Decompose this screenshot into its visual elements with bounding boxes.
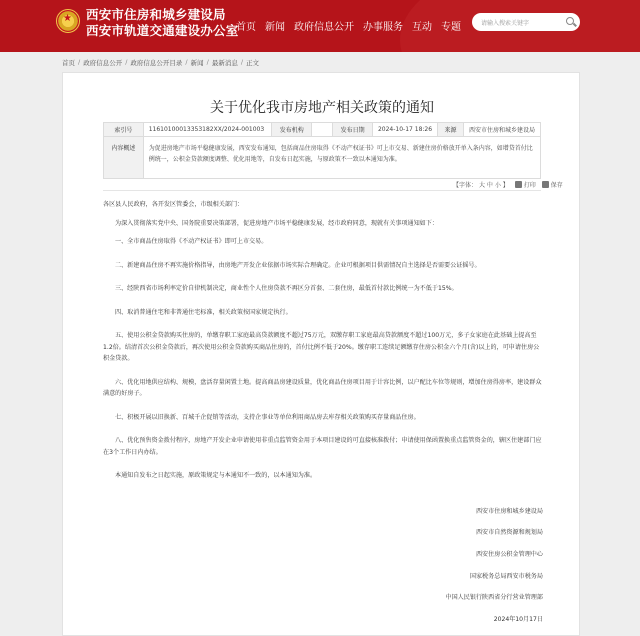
font-size-control [453,180,509,189]
divider [103,190,541,191]
breadcrumb-separator: / [240,58,244,66]
paragraph-6: 六、优化用地供应结构、规模，盘活存量闲置土地。提高商品房建设质量，优化商品住房项目用于计容比例，以户配比车位等规则，增加住房得房率，建设群众满意的好房子。 [103,378,542,397]
breadcrumb [62,58,259,67]
paragraph-4: 四、取消普通住宅和非普通住宅标准，相关政策按国家规定执行。 [115,308,292,316]
paragraph-intro: 为深入贯彻落实党中央、国务院重要决策部署，促进房地产市场平稳健康发展，经市政府同意，现就有关事项通知如下： [115,219,438,227]
breadcrumb-news[interactable]: 新闻 [190,59,204,67]
signatory-2: 西安市自然资源和规划局 [475,529,543,536]
breadcrumb-home[interactable]: 首页 [62,59,75,67]
document-date: 2024年10月17日 [493,616,543,623]
date-value: 2024-10-17 18:26 [372,123,437,137]
save-icon [542,181,549,188]
breadcrumb-separator: / [206,58,209,66]
paragraph-8: 八、优化预售资金拨付程序，房地产开发企业申请使用非重点监管资金用于本项目建设的可直接核准拨付；申请使用保函置换重点监管资金的，辖区住建部门应在3个工作日内办结。 [103,437,542,456]
signatory-1: 西安市住房和城乡建设局 [475,508,543,515]
font-size-large[interactable]: 大 [478,182,485,189]
summary-label: 内容概述 [104,137,144,179]
nav-news[interactable]: 新闻 [265,22,285,33]
print-button[interactable] [515,180,536,189]
article-tools [453,180,563,189]
nav-topics[interactable]: 专题 [441,22,461,33]
site-header [0,0,640,52]
document-info-table [103,122,541,179]
nav-services[interactable]: 办事服务 [363,22,403,33]
page-title: 关于优化我市房地产相关政策的通知 [210,100,434,116]
national-emblem-icon [56,9,80,33]
search-icon[interactable] [562,13,580,31]
issuer-value [312,123,333,137]
breadcrumb-separator: / [125,58,128,66]
paragraph-5: 五、使用公积金贷款购买住房的，单缴存职工家庭最高贷款额度不超过75万元，双缴存职工家庭最高贷款额度不超过100万元，多子女家庭在此基础上提高至1.2倍。结清首次公积金贷款后，再次使用公积金贷款购买商品住房的，首付比例不低于20%。缴存职工连续足额缴存住房公积金六个月(含)以上的，可申请住房公积金贷款。 [103,332,540,362]
article-panel [62,72,580,636]
breadcrumb-separator: / [185,58,188,66]
breadcrumb-gov-info[interactable]: 政府信息公开 [83,59,123,67]
source-value: 西安市住房和城乡建设局 [463,123,540,137]
summary-value: 为促进房地产市场平稳健康发展，西安发布通知，包括商品住房取得《不动产权证书》可上市交易、新建住房价格放开单入条内容，如增贷首付比例统一，公积金贷款额度调整、优化用地等，自发布日起实施，与原政策不一致以本通知为准。 [143,137,540,179]
site-title-line1: 西安市住房和城乡建设局 [86,7,226,22]
paragraph-7: 七、积极开展以旧换新、百城千企促销等活动，支持企事业等单位利用商品房去库存相关政策购买存量商品住房。 [115,413,420,421]
nav-interaction[interactable]: 互动 [412,22,432,33]
breadcrumb-current: 正文 [246,59,260,67]
paragraph-closing: 本通知自发布之日起实施，原政策规定与本通知不一致的，以本通知为准。 [115,472,317,479]
date-label: 发布日期 [333,123,373,137]
printer-icon [515,181,522,188]
nav-home[interactable]: 首页 [236,22,256,33]
font-size-label: 【字体： [453,182,478,189]
issuer-label: 发布机构 [272,123,312,137]
paragraph-2: 二、新建商品住房不再实施价格指导，由房地产开发企业依据市场实际合理确定。企业可根据项目供需情况自主选择是否需要公证摇号。 [115,261,481,269]
print-label: 打印 [523,182,536,189]
nav-gov-info[interactable]: 政府信息公开 [294,22,354,33]
signatory-3: 西安住房公积金管理中心 [475,551,543,558]
site-title-line2: 西安市轨道交通建设办公室 [86,23,239,38]
paragraph-3: 三、经陕西省市场利率定价自律机制决定，商业性个人住房贷款不再区分首套、二套住房，最低首付款比例统一为不低于15%。 [115,285,458,292]
breadcrumb-separator: / [78,58,81,66]
article-body [103,199,543,494]
search-input[interactable]: 请输入搜索关键字 [472,13,580,31]
font-size-medium[interactable]: 中 [486,182,493,189]
salutation: 各区县人民政府，各开发区管委会，市级相关部门： [103,201,244,208]
font-size-end: 】 [502,182,509,189]
signatory-5: 中国人民银行陕西省分行营业管理部 [445,594,543,601]
source-label: 来源 [438,123,464,137]
breadcrumb-catalog[interactable]: 政府信息公开目录 [130,59,183,67]
site-title[interactable] [86,7,238,39]
index-value: 11610100013353182XX/2024-001003 [143,123,272,137]
save-button[interactable] [542,180,563,189]
breadcrumb-latest[interactable]: 最新消息 [211,59,238,67]
font-size-small[interactable]: 小 [494,182,501,189]
index-label: 索引号 [104,123,144,137]
signatory-4: 国家税务总局西安市税务局 [469,573,543,580]
paragraph-1: 一、全市商品住房取得《不动产权证书》即可上市交易。 [115,238,268,245]
main-nav [236,18,461,33]
save-label: 保存 [550,182,563,189]
